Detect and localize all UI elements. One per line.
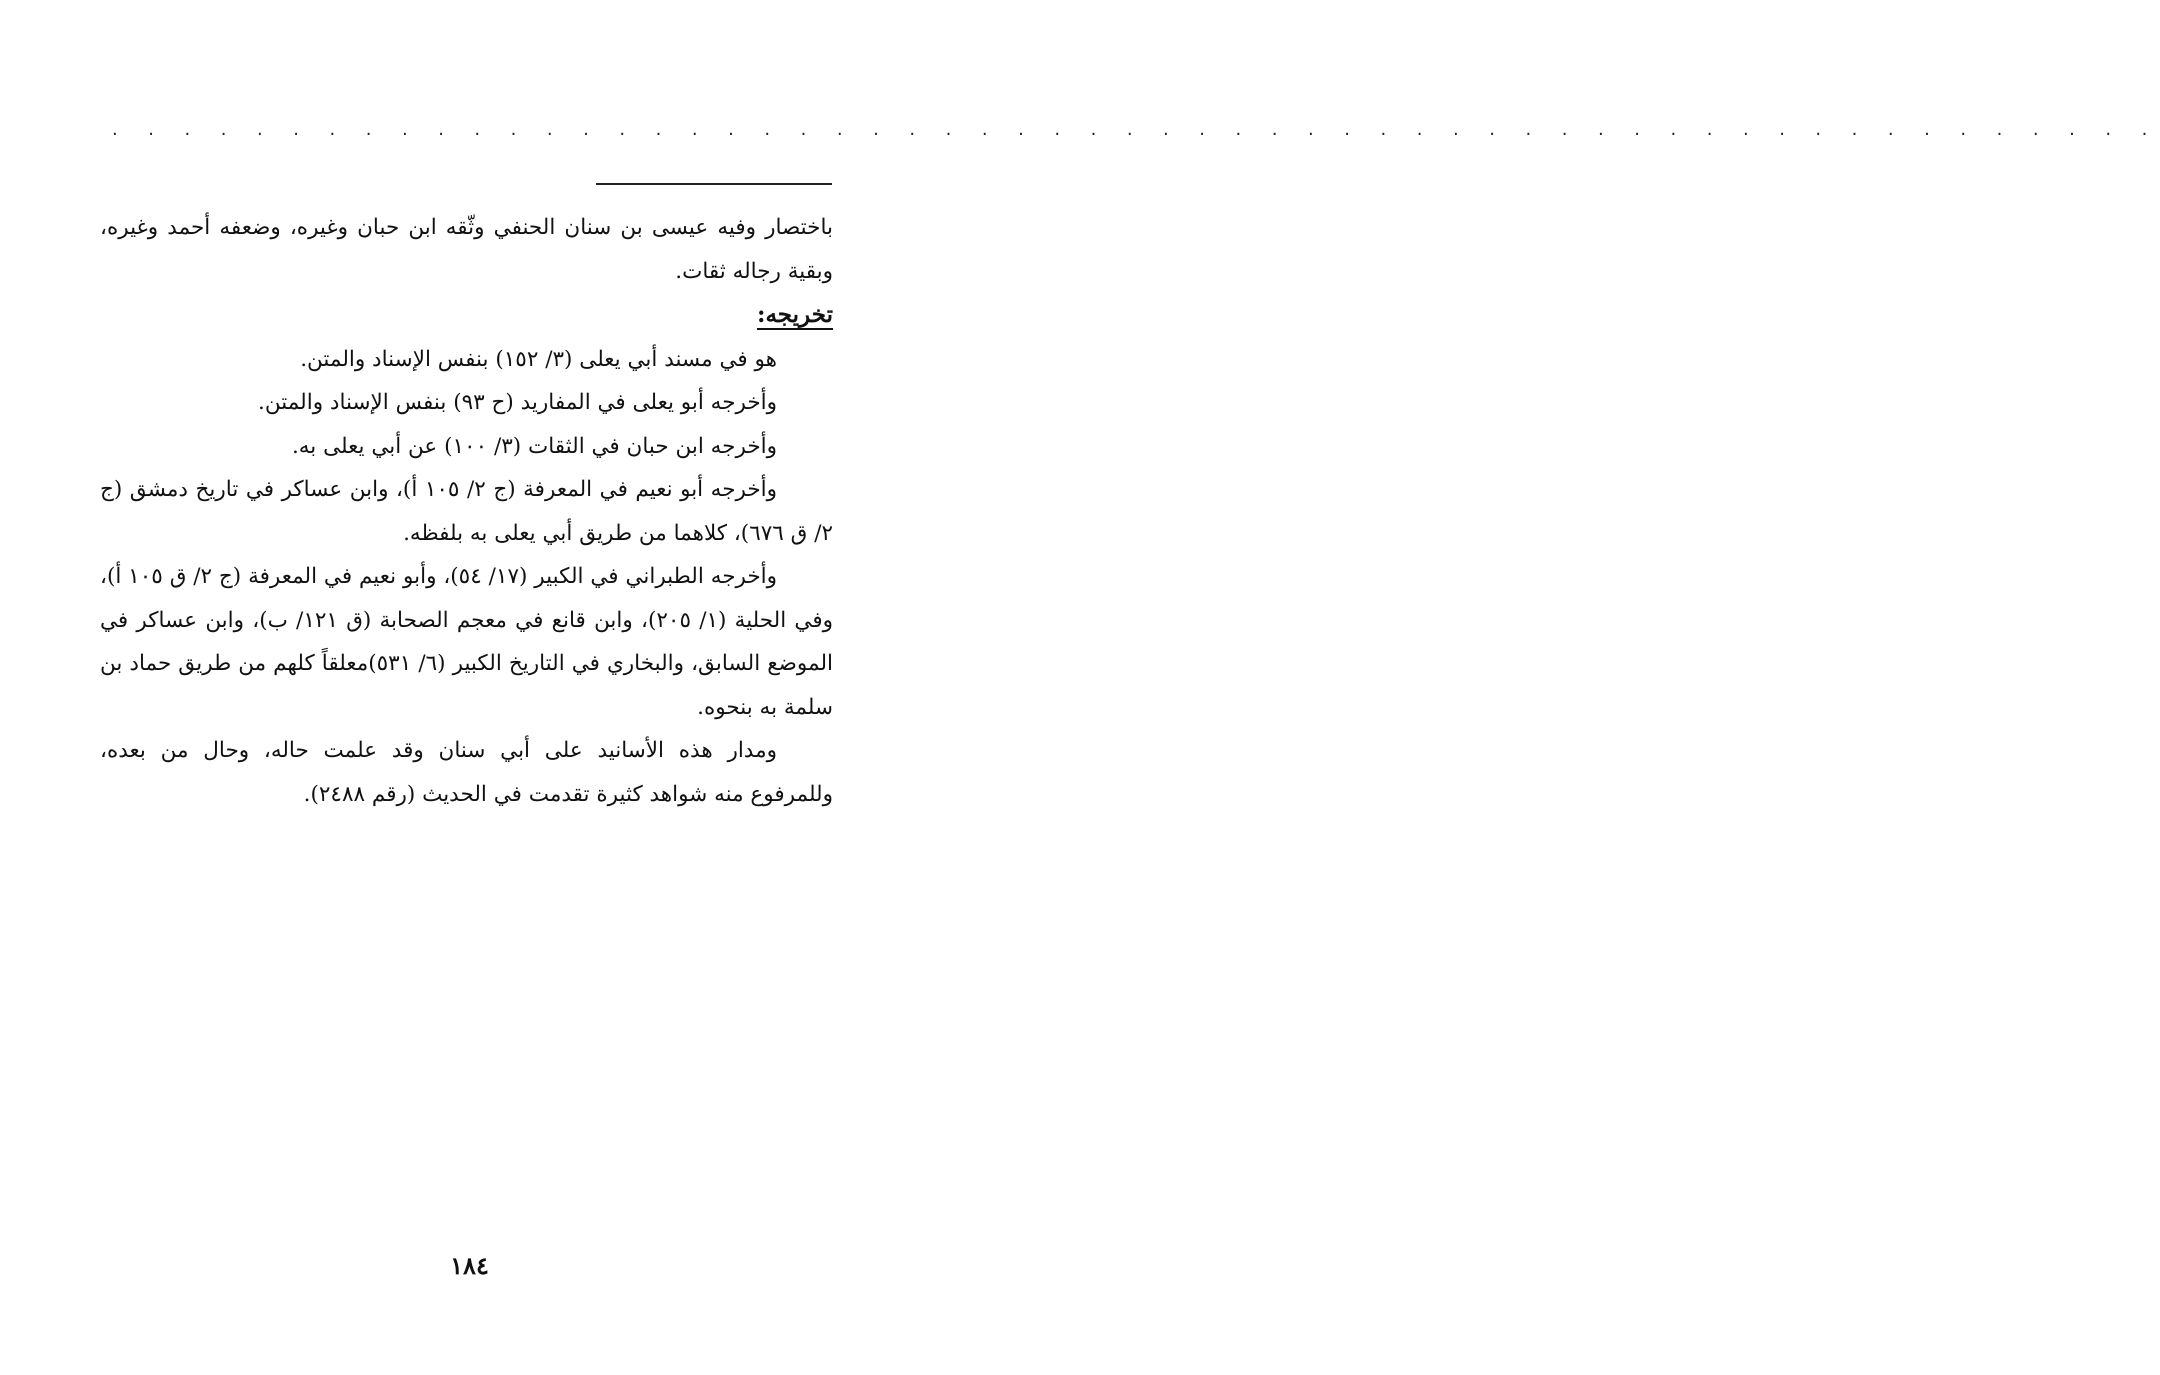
- takhrij-heading: تخريجه:: [756, 301, 833, 328]
- footnote-text: [100, 206, 833, 816]
- page-number: ١٨٤: [450, 1251, 489, 1280]
- footnote-rule: [596, 183, 832, 185]
- paragraph-1: هو في مسند أبي يعلى (٣/ ١٥٢) بنفس الإسناد والمتن.: [300, 346, 777, 372]
- paragraph-5: وأخرجه الطبراني في الكبير (١٧/ ٥٤)، وأبو نعيم في المعرفة (ج ٢/ ق ١٠٥ أ)، وفي الحلية (١/ ٢٠٥)، وابن قانع في معجم الصحابة (ق ١٢١/ ب)، وابن عساكر في الموضع السابق، والبخاري في التاريخ الكبير (٦/ ٥٣١)معلقاً كلهم من طريق حماد بن سلمة به بنحوه.: [100, 564, 834, 720]
- dotted-separator: . . . . . . . . . . . . . . . . . . . . . . . . . . . . . . . . . . . . . . . . . . . . . . . . . . . . . . . . .: [112, 119, 2160, 140]
- section-heading: [100, 293, 833, 338]
- paragraph-2: وأخرجه أبو يعلى في المفاريد (ح ٩٣) بنفس الإسناد والمتن.: [258, 390, 777, 415]
- continuation-paragraph: باختصار وفيه عيسى بن سنان الحنفي وثّقه ابن حبان وغيره، وضعفه أحمد وغيره، وبقية رجاله ثقات.: [100, 215, 833, 284]
- paragraph-3: وأخرجه ابن حبان في الثقات (٣/ ١٠٠) عن أبي يعلى به.: [291, 433, 777, 459]
- paragraph-6: ومدار هذه الأسانيد على أبي سنان وقد علمت حاله، وحال من بعده، وللمرفوع منه شواهد كثيرة تقدمت في الحديث (رقم ٢٤٨٨).: [100, 738, 833, 807]
- paragraph-4: وأخرجه أبو نعيم في المعرفة (ج ٢/ ١٠٥ أ)، وابن عساكر في تاريخ دمشق (ج ٢/ ق ٦٧٦)، كلاهما من طريق أبي يعلى به بلفظه.: [100, 477, 833, 546]
